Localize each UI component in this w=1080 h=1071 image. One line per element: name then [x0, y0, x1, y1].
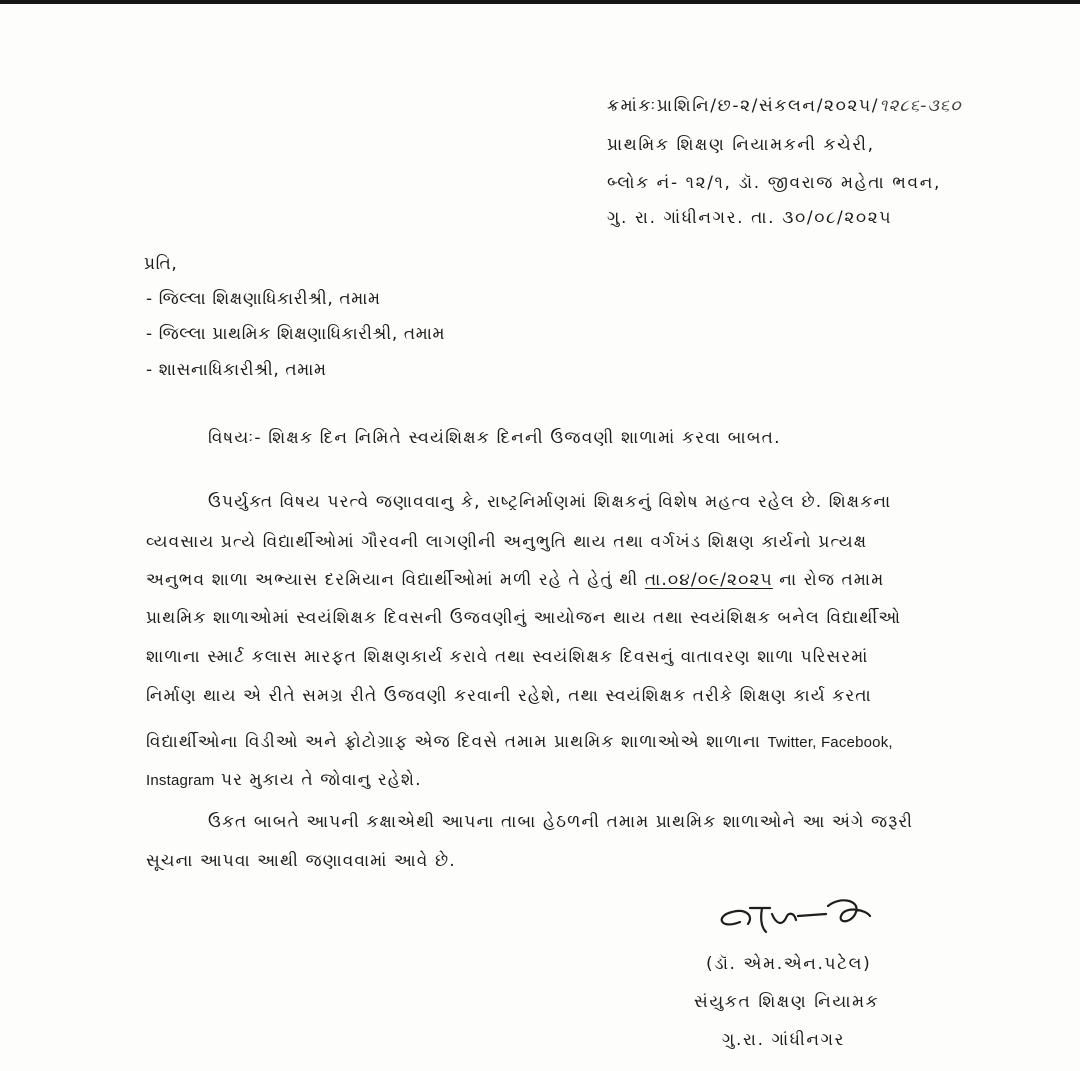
body-line: નિર્માણ થાય એ રીતે સમગ્ર રીતે ઉજવણી કરવાની રહેશે, તથા સ્વયંશિક્ષક તરીકે શિક્ષણ કાર્ય કરતા: [146, 686, 872, 706]
letter-page: [0, 4, 1080, 1071]
body-line: ઉકત બાબતે આપની કક્ષાએથી આપના તાબા હેઠળની તમામ પ્રાથમિક શાળાઓને આ અંગે જરૂરી: [208, 812, 914, 832]
body-line: ઉપર્યુક્ત વિષય પરત્વે જણાવવાનુ કે, રાષ્ટ્રનિર્માણમાં શિક્ષકનું વિશેષ મહત્વ રહેલ છે. શિક્ષકના: [208, 492, 892, 512]
body-line: [146, 770, 422, 790]
signatory-name: (ડૉ. એમ.એન.પટેલ): [706, 954, 872, 974]
handwritten-signature: [710, 894, 880, 944]
body-text: પર મુકાય તે જોવાનુ રહેશે.: [214, 770, 422, 790]
place-and-date: ગુ. રા. ગાંધીનગર. તા. ૩૦/૦૮/૨૦૨૫: [607, 208, 893, 228]
body-text: વિદ્યાર્થીઓના વિડીઓ અને ફ્રોટોગ્રાફ એજ દિવસે તમામ પ્રાથમિક શાળાઓએ શાળાના: [146, 732, 768, 752]
reference-prefix: ક્રમાંકઃપ્રાશિનિ/છ-૨/સંકલન/૨૦૨૫/: [607, 96, 880, 116]
social-media-instagram: Instagram: [146, 772, 215, 789]
recipient-item: - જિલ્લા પ્રાથમિક શિક્ષણાધિકારીશ્રી, તમામ: [146, 324, 446, 344]
event-date: તા.૦૪/૦૯/૨૦૨૫: [644, 570, 773, 590]
signatory-place: ગુ.રા. ગાંધીનગર: [722, 1030, 846, 1050]
subject-line: વિષયઃ- શિક્ષક દિન નિમિતે સ્વયંશિક્ષક દિનની ઉજવણી શાળામાં કરવા બાબત.: [208, 428, 781, 448]
social-media-names: Twitter, Facebook,: [767, 734, 893, 751]
body-line: [146, 732, 893, 752]
body-line: સૂચના આપવા આથી જણાવવામાં આવે છે.: [146, 851, 456, 871]
reference-number-line: [607, 96, 962, 116]
office-name: પ્રાથમિક શિક્ષણ નિયામકની કચેરી,: [607, 135, 875, 155]
recipient-item: - જિલ્લા શિક્ષણાધિકારીશ્રી, તમામ: [146, 289, 381, 309]
recipient-item: - શાસનાધિકારીશ્રી, તમામ: [146, 360, 327, 380]
body-line: વ્યવસાય પ્રત્યે વિદ્યાર્થીઓમાં ગૌરવની લાગણીની અનુભુતિ થાય તથા વર્ગખંડ શિક્ષણ કાર્યનો પ્રત્યક્ષ: [146, 532, 868, 552]
signatory-designation: સંયુકત શિક્ષણ નિયામક: [694, 992, 880, 1012]
body-text: ના રોજ તમામ: [772, 570, 885, 590]
office-address: બ્લોક નં- ૧૨/૧, ડૉ. જીવરાજ મહેતા ભવન,: [607, 173, 941, 193]
reference-handwritten-number: ૧૨૮૬-૩૬૦: [879, 96, 962, 116]
body-line: શાળાના સ્માર્ટ કલાસ મારફત શિક્ષણકાર્ય કરાવે તથા સ્વયંશિક્ષક દિવસનું વાતાવરણ શાળા પરિસરમાં: [146, 647, 869, 667]
body-text: અનુભવ શાળા અભ્યાસ દરમિયાન વિદ્યાર્થીઓમાં મળી રહે તે હેતું થી: [146, 570, 645, 590]
body-line: પ્રાથમિક શાળાઓમાં સ્વયંશિક્ષક દિવસની ઉજવણીનું આયોજન થાય તથા સ્વયંશિક્ષક બનેલ વિદ્યાર્થીઓ: [146, 608, 902, 628]
body-line: [146, 570, 884, 590]
recipients-to: પ્રતિ,: [144, 254, 178, 274]
